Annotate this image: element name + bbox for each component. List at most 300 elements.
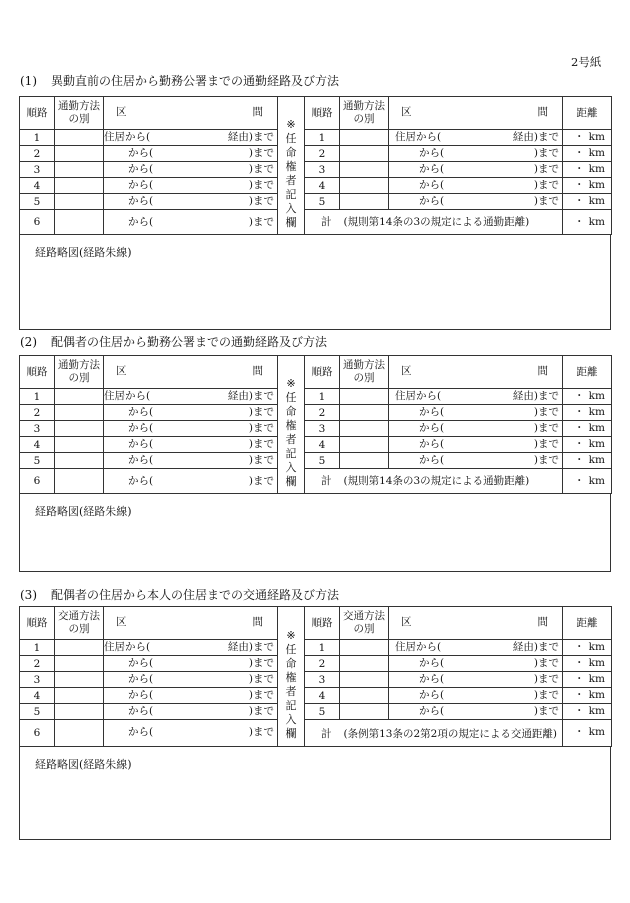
- row-number-text: 3: [318, 673, 326, 686]
- segment-cell[interactable]: [104, 130, 278, 146]
- from-home-text: 住居から(: [104, 390, 151, 402]
- distance-cell[interactable]: [563, 688, 612, 704]
- row-number-text: 5: [318, 195, 326, 208]
- route-row: [20, 405, 612, 421]
- segment-cell[interactable]: [389, 437, 563, 453]
- segment-cell[interactable]: [104, 453, 278, 469]
- until-text: )まで: [533, 705, 559, 717]
- via-until-text: 経由)まで: [227, 131, 274, 143]
- section-2-title: 配偶者の住居から勤務公署までの通勤経路及び方法: [51, 335, 328, 349]
- km-unit: km: [588, 406, 605, 418]
- total-label: 計: [321, 727, 332, 740]
- row-number: [20, 640, 55, 656]
- row-number-text: 4: [318, 438, 326, 451]
- section-header: [104, 607, 278, 640]
- route-map-area[interactable]: [19, 747, 611, 840]
- segment-cell[interactable]: [104, 210, 278, 235]
- route-row: [20, 640, 612, 656]
- distance-header-text: 距離: [576, 366, 598, 378]
- section-header-right: 間: [252, 106, 263, 118]
- from-text: から(: [419, 438, 445, 450]
- distance-cell[interactable]: [563, 437, 612, 453]
- decimal-dot: ・: [574, 406, 585, 418]
- via-until-text: 経由)まで: [227, 390, 274, 402]
- until-text: )まで: [248, 475, 274, 487]
- method-cell[interactable]: [340, 162, 389, 178]
- until-text: )まで: [533, 179, 559, 191]
- from-text: から(: [128, 163, 154, 175]
- row-number: [305, 437, 340, 453]
- row-number-text: 5: [33, 705, 41, 718]
- method-header: [55, 97, 104, 130]
- method-cell[interactable]: [340, 437, 389, 453]
- distance-cell[interactable]: [563, 210, 612, 235]
- method-cell[interactable]: [340, 453, 389, 469]
- row-number-text: 1: [318, 641, 326, 654]
- method-cell[interactable]: [55, 720, 104, 747]
- section-3-block: [19, 606, 611, 840]
- segment-cell[interactable]: [389, 453, 563, 469]
- segment-cell[interactable]: [104, 688, 278, 704]
- from-text: から(: [419, 406, 445, 418]
- row-number: [305, 130, 340, 146]
- until-text: )まで: [533, 454, 559, 466]
- distance-cell[interactable]: [563, 194, 612, 210]
- segment-cell[interactable]: [104, 405, 278, 421]
- row-number-text: 1: [33, 131, 41, 144]
- decimal-dot: ・: [574, 131, 585, 143]
- distance-cell[interactable]: [563, 162, 612, 178]
- from-text: から(: [128, 657, 154, 669]
- route-row: [20, 194, 612, 210]
- segment-cell[interactable]: [104, 146, 278, 162]
- segment-cell[interactable]: [104, 469, 278, 494]
- segment-cell[interactable]: [389, 389, 563, 405]
- order-header-text: 順路: [311, 107, 333, 119]
- via-until-text: 経由)まで: [512, 390, 559, 402]
- section-header-left: 区: [401, 365, 412, 377]
- decimal-dot: ・: [574, 673, 585, 685]
- method-cell[interactable]: [340, 194, 389, 210]
- method-header: [340, 607, 389, 640]
- decimal-dot: ・: [574, 216, 585, 228]
- distance-cell[interactable]: [563, 405, 612, 421]
- row-number: [305, 194, 340, 210]
- total-cell: [305, 469, 563, 494]
- segment-cell[interactable]: [389, 146, 563, 162]
- method-cell[interactable]: [55, 194, 104, 210]
- until-text: )まで: [533, 406, 559, 418]
- from-text: から(: [128, 689, 154, 701]
- until-text: )まで: [533, 147, 559, 159]
- method-header-text: 通勤方法の別: [343, 359, 385, 384]
- until-text: )まで: [248, 438, 274, 450]
- method-cell[interactable]: [340, 672, 389, 688]
- route-row: [20, 389, 612, 405]
- from-text: から(: [419, 657, 445, 669]
- route-map-label: 経路略図(経路朱線): [35, 758, 132, 771]
- segment-cell[interactable]: [389, 704, 563, 720]
- row-number-text: 2: [33, 657, 41, 670]
- route-row: [20, 130, 612, 146]
- row-number: [20, 720, 55, 747]
- distance-cell[interactable]: [563, 640, 612, 656]
- until-text: )まで: [248, 163, 274, 175]
- row-number-text: 6: [33, 727, 41, 739]
- via-until-text: 経由)まで: [512, 131, 559, 143]
- until-text: )まで: [248, 195, 274, 207]
- order-header: [20, 607, 55, 640]
- row-number-text: 1: [33, 641, 41, 654]
- order-header: [20, 97, 55, 130]
- until-text: )まで: [248, 454, 274, 466]
- segment-cell[interactable]: [104, 672, 278, 688]
- row-number-text: 2: [318, 147, 326, 160]
- route-map-label: 経路略図(経路朱線): [35, 505, 132, 518]
- row-number-text: 5: [318, 454, 326, 467]
- decimal-dot: ・: [574, 422, 585, 434]
- from-text: から(: [419, 179, 445, 191]
- section-1-block: [19, 96, 611, 330]
- section-1-number: (1): [20, 74, 37, 88]
- route-row: [20, 178, 612, 194]
- until-text: )まで: [533, 163, 559, 175]
- segment-cell[interactable]: [104, 421, 278, 437]
- official-entry-note: ※ 任 命 権 者 記 入 欄: [285, 628, 297, 740]
- from-home-text: 住居から(: [395, 390, 442, 402]
- method-cell[interactable]: [55, 130, 104, 146]
- section-header-right: 間: [537, 616, 548, 628]
- segment-cell[interactable]: [104, 178, 278, 194]
- segment-cell[interactable]: [389, 194, 563, 210]
- row-number-text: 4: [33, 438, 41, 451]
- method-cell[interactable]: [340, 704, 389, 720]
- total-note: (規則第14条の3の規定による通勤距離): [343, 216, 530, 228]
- from-text: から(: [128, 195, 154, 207]
- row-number: [305, 640, 340, 656]
- distance-cell[interactable]: [563, 130, 612, 146]
- until-text: )まで: [248, 216, 274, 228]
- from-text: から(: [128, 147, 154, 159]
- until-text: )まで: [248, 726, 274, 738]
- distance-cell[interactable]: [563, 453, 612, 469]
- section-3-number: (3): [20, 588, 37, 602]
- row-number-text: 4: [33, 179, 41, 192]
- segment-cell[interactable]: [104, 194, 278, 210]
- from-home-text: 住居から(: [104, 131, 151, 143]
- until-text: )まで: [248, 422, 274, 434]
- decimal-dot: ・: [574, 705, 585, 717]
- method-cell[interactable]: [55, 437, 104, 453]
- row-number-text: 6: [33, 216, 41, 228]
- method-cell[interactable]: [55, 469, 104, 494]
- route-map-label: 経路略図(経路朱線): [35, 246, 132, 259]
- total-cell: [305, 720, 563, 747]
- row-number-text: 3: [33, 673, 41, 686]
- total-note: (条例第13条の2第2項の規定による交通距離): [343, 727, 557, 740]
- section-3-title: 配偶者の住居から本人の住居までの交通経路及び方法: [51, 588, 340, 602]
- until-text: )まで: [248, 406, 274, 418]
- segment-cell[interactable]: [104, 437, 278, 453]
- route-row: [20, 437, 612, 453]
- order-header: [305, 356, 340, 389]
- total-label: 計: [321, 475, 332, 487]
- km-unit: km: [588, 195, 605, 207]
- method-header-text: 交通方法の別: [343, 610, 385, 635]
- distance-cell[interactable]: [563, 720, 612, 747]
- row-number-text: 5: [33, 454, 41, 467]
- via-until-text: 経由)まで: [227, 641, 274, 653]
- row-number: [305, 704, 340, 720]
- route-row: [20, 421, 612, 437]
- route-table: [19, 96, 612, 235]
- segment-cell[interactable]: [389, 640, 563, 656]
- km-unit: km: [588, 131, 605, 143]
- method-header-text: 通勤方法の別: [343, 100, 385, 125]
- method-cell[interactable]: [55, 453, 104, 469]
- decimal-dot: ・: [574, 147, 585, 159]
- decimal-dot: ・: [574, 641, 585, 653]
- row-number: [305, 162, 340, 178]
- row-number: [20, 130, 55, 146]
- distance-cell[interactable]: [563, 421, 612, 437]
- official-entry-column: [278, 607, 305, 747]
- route-table: [19, 355, 612, 494]
- method-cell[interactable]: [340, 405, 389, 421]
- section-header: [104, 356, 278, 389]
- route-map-area[interactable]: [19, 494, 611, 572]
- segment-cell[interactable]: [389, 162, 563, 178]
- method-cell[interactable]: [340, 640, 389, 656]
- row-number-text: 3: [33, 163, 41, 176]
- row-number: [305, 405, 340, 421]
- order-header-text: 順路: [26, 366, 48, 378]
- until-text: )まで: [248, 657, 274, 669]
- distance-cell[interactable]: [563, 469, 612, 494]
- route-row: [20, 656, 612, 672]
- section-header-left: 区: [116, 106, 127, 118]
- section-2-number: (2): [20, 335, 37, 349]
- segment-cell[interactable]: [104, 389, 278, 405]
- method-cell[interactable]: [55, 405, 104, 421]
- distance-cell[interactable]: [563, 146, 612, 162]
- distance-header: [563, 607, 612, 640]
- official-entry-note: ※ 任 命 権 者 記 入 欄: [285, 117, 297, 229]
- segment-cell[interactable]: [389, 405, 563, 421]
- decimal-dot: ・: [574, 454, 585, 466]
- from-text: から(: [419, 689, 445, 701]
- segment-cell[interactable]: [104, 720, 278, 747]
- section-1-title: 異動直前の住居から勤務公署までの通勤経路及び方法: [51, 74, 340, 88]
- segment-cell[interactable]: [389, 130, 563, 146]
- from-text: から(: [419, 195, 445, 207]
- row-number: [20, 405, 55, 421]
- from-text: から(: [128, 438, 154, 450]
- distance-cell[interactable]: [563, 672, 612, 688]
- from-text: から(: [128, 406, 154, 418]
- row-number: [20, 178, 55, 194]
- from-text: から(: [128, 726, 154, 738]
- method-cell[interactable]: [55, 162, 104, 178]
- official-entry-column: [278, 97, 305, 235]
- km-unit: km: [588, 390, 605, 402]
- row-number-text: 3: [33, 422, 41, 435]
- method-cell[interactable]: [55, 389, 104, 405]
- method-cell[interactable]: [55, 640, 104, 656]
- official-entry-note: ※ 任 命 権 者 記 入 欄: [285, 376, 297, 488]
- segment-cell[interactable]: [389, 421, 563, 437]
- route-row: [20, 453, 612, 469]
- km-unit: km: [588, 689, 605, 701]
- from-text: から(: [419, 163, 445, 175]
- distance-header: [563, 356, 612, 389]
- route-table: [19, 606, 612, 747]
- from-text: から(: [128, 705, 154, 717]
- distance-cell[interactable]: [563, 656, 612, 672]
- until-text: )まで: [533, 422, 559, 434]
- official-entry-column: [278, 356, 305, 494]
- km-unit: km: [588, 726, 605, 738]
- until-text: )まで: [533, 438, 559, 450]
- row-number-text: 2: [33, 406, 41, 419]
- method-cell[interactable]: [55, 672, 104, 688]
- method-cell[interactable]: [340, 130, 389, 146]
- section-header: [104, 97, 278, 130]
- method-header: [55, 607, 104, 640]
- section-header: [389, 356, 563, 389]
- total-label: 計: [321, 216, 332, 228]
- row-number-text: 3: [318, 422, 326, 435]
- route-row: [20, 688, 612, 704]
- distance-cell[interactable]: [563, 704, 612, 720]
- row-number: [20, 210, 55, 235]
- method-cell[interactable]: [55, 688, 104, 704]
- order-header-text: 順路: [26, 107, 48, 119]
- section-header-left: 区: [116, 616, 127, 628]
- section-1-heading: [20, 72, 339, 89]
- row-number: [20, 704, 55, 720]
- order-header-text: 順路: [26, 617, 48, 629]
- method-cell[interactable]: [340, 656, 389, 672]
- method-cell[interactable]: [340, 688, 389, 704]
- row-number: [305, 178, 340, 194]
- row-number-text: 6: [33, 475, 41, 487]
- section-header-right: 間: [252, 616, 263, 628]
- row-number-text: 5: [318, 705, 326, 718]
- km-unit: km: [588, 163, 605, 175]
- segment-cell[interactable]: [389, 178, 563, 194]
- section-3-heading: [20, 586, 339, 603]
- order-header-text: 順路: [311, 617, 333, 629]
- row-number: [20, 437, 55, 453]
- method-cell[interactable]: [55, 656, 104, 672]
- km-unit: km: [588, 705, 605, 717]
- row-number-text: 2: [318, 406, 326, 419]
- segment-cell[interactable]: [389, 688, 563, 704]
- total-note: (規則第14条の3の規定による通勤距離): [343, 475, 530, 487]
- decimal-dot: ・: [574, 475, 585, 487]
- segment-cell[interactable]: [104, 704, 278, 720]
- method-cell[interactable]: [55, 178, 104, 194]
- route-row: [20, 210, 612, 235]
- until-text: )まで: [248, 705, 274, 717]
- distance-cell[interactable]: [563, 178, 612, 194]
- method-cell[interactable]: [55, 210, 104, 235]
- row-number: [20, 389, 55, 405]
- row-number: [20, 672, 55, 688]
- segment-cell[interactable]: [104, 640, 278, 656]
- method-cell[interactable]: [55, 421, 104, 437]
- segment-cell[interactable]: [389, 672, 563, 688]
- segment-cell[interactable]: [104, 162, 278, 178]
- row-number: [20, 453, 55, 469]
- section-header-right: 間: [252, 365, 263, 377]
- route-row: [20, 720, 612, 747]
- km-unit: km: [588, 422, 605, 434]
- section-2-heading: [20, 333, 327, 350]
- route-row: [20, 146, 612, 162]
- row-number-text: 4: [318, 179, 326, 192]
- from-text: から(: [419, 705, 445, 717]
- row-number: [305, 688, 340, 704]
- section-header-left: 区: [116, 365, 127, 377]
- segment-cell[interactable]: [104, 656, 278, 672]
- row-number-text: 3: [318, 163, 326, 176]
- km-unit: km: [588, 454, 605, 466]
- route-map-area[interactable]: [19, 235, 611, 330]
- route-row: [20, 162, 612, 178]
- distance-header: [563, 97, 612, 130]
- method-cell[interactable]: [340, 178, 389, 194]
- row-number: [305, 389, 340, 405]
- row-number-text: 4: [318, 689, 326, 702]
- total-cell: [305, 210, 563, 235]
- distance-cell[interactable]: [563, 389, 612, 405]
- km-unit: km: [588, 179, 605, 191]
- method-cell[interactable]: [340, 389, 389, 405]
- row-number: [20, 688, 55, 704]
- from-text: から(: [419, 673, 445, 685]
- km-unit: km: [588, 475, 605, 487]
- row-number: [20, 194, 55, 210]
- row-number: [305, 656, 340, 672]
- method-cell[interactable]: [340, 146, 389, 162]
- from-text: から(: [128, 422, 154, 434]
- from-home-text: 住居から(: [395, 641, 442, 653]
- method-cell[interactable]: [55, 704, 104, 720]
- decimal-dot: ・: [574, 657, 585, 669]
- km-unit: km: [588, 216, 605, 228]
- row-number: [20, 469, 55, 494]
- row-number: [305, 453, 340, 469]
- section-header-left: 区: [401, 616, 412, 628]
- until-text: )まで: [533, 195, 559, 207]
- segment-cell[interactable]: [389, 656, 563, 672]
- until-text: )まで: [533, 657, 559, 669]
- method-cell[interactable]: [55, 146, 104, 162]
- method-header-text: 交通方法の別: [58, 610, 100, 635]
- until-text: )まで: [248, 673, 274, 685]
- row-number: [20, 421, 55, 437]
- row-number: [305, 672, 340, 688]
- row-number-text: 1: [318, 390, 326, 403]
- row-number-text: 1: [318, 131, 326, 144]
- section-header: [389, 97, 563, 130]
- method-cell[interactable]: [340, 421, 389, 437]
- order-header: [305, 97, 340, 130]
- decimal-dot: ・: [574, 179, 585, 191]
- from-text: から(: [419, 422, 445, 434]
